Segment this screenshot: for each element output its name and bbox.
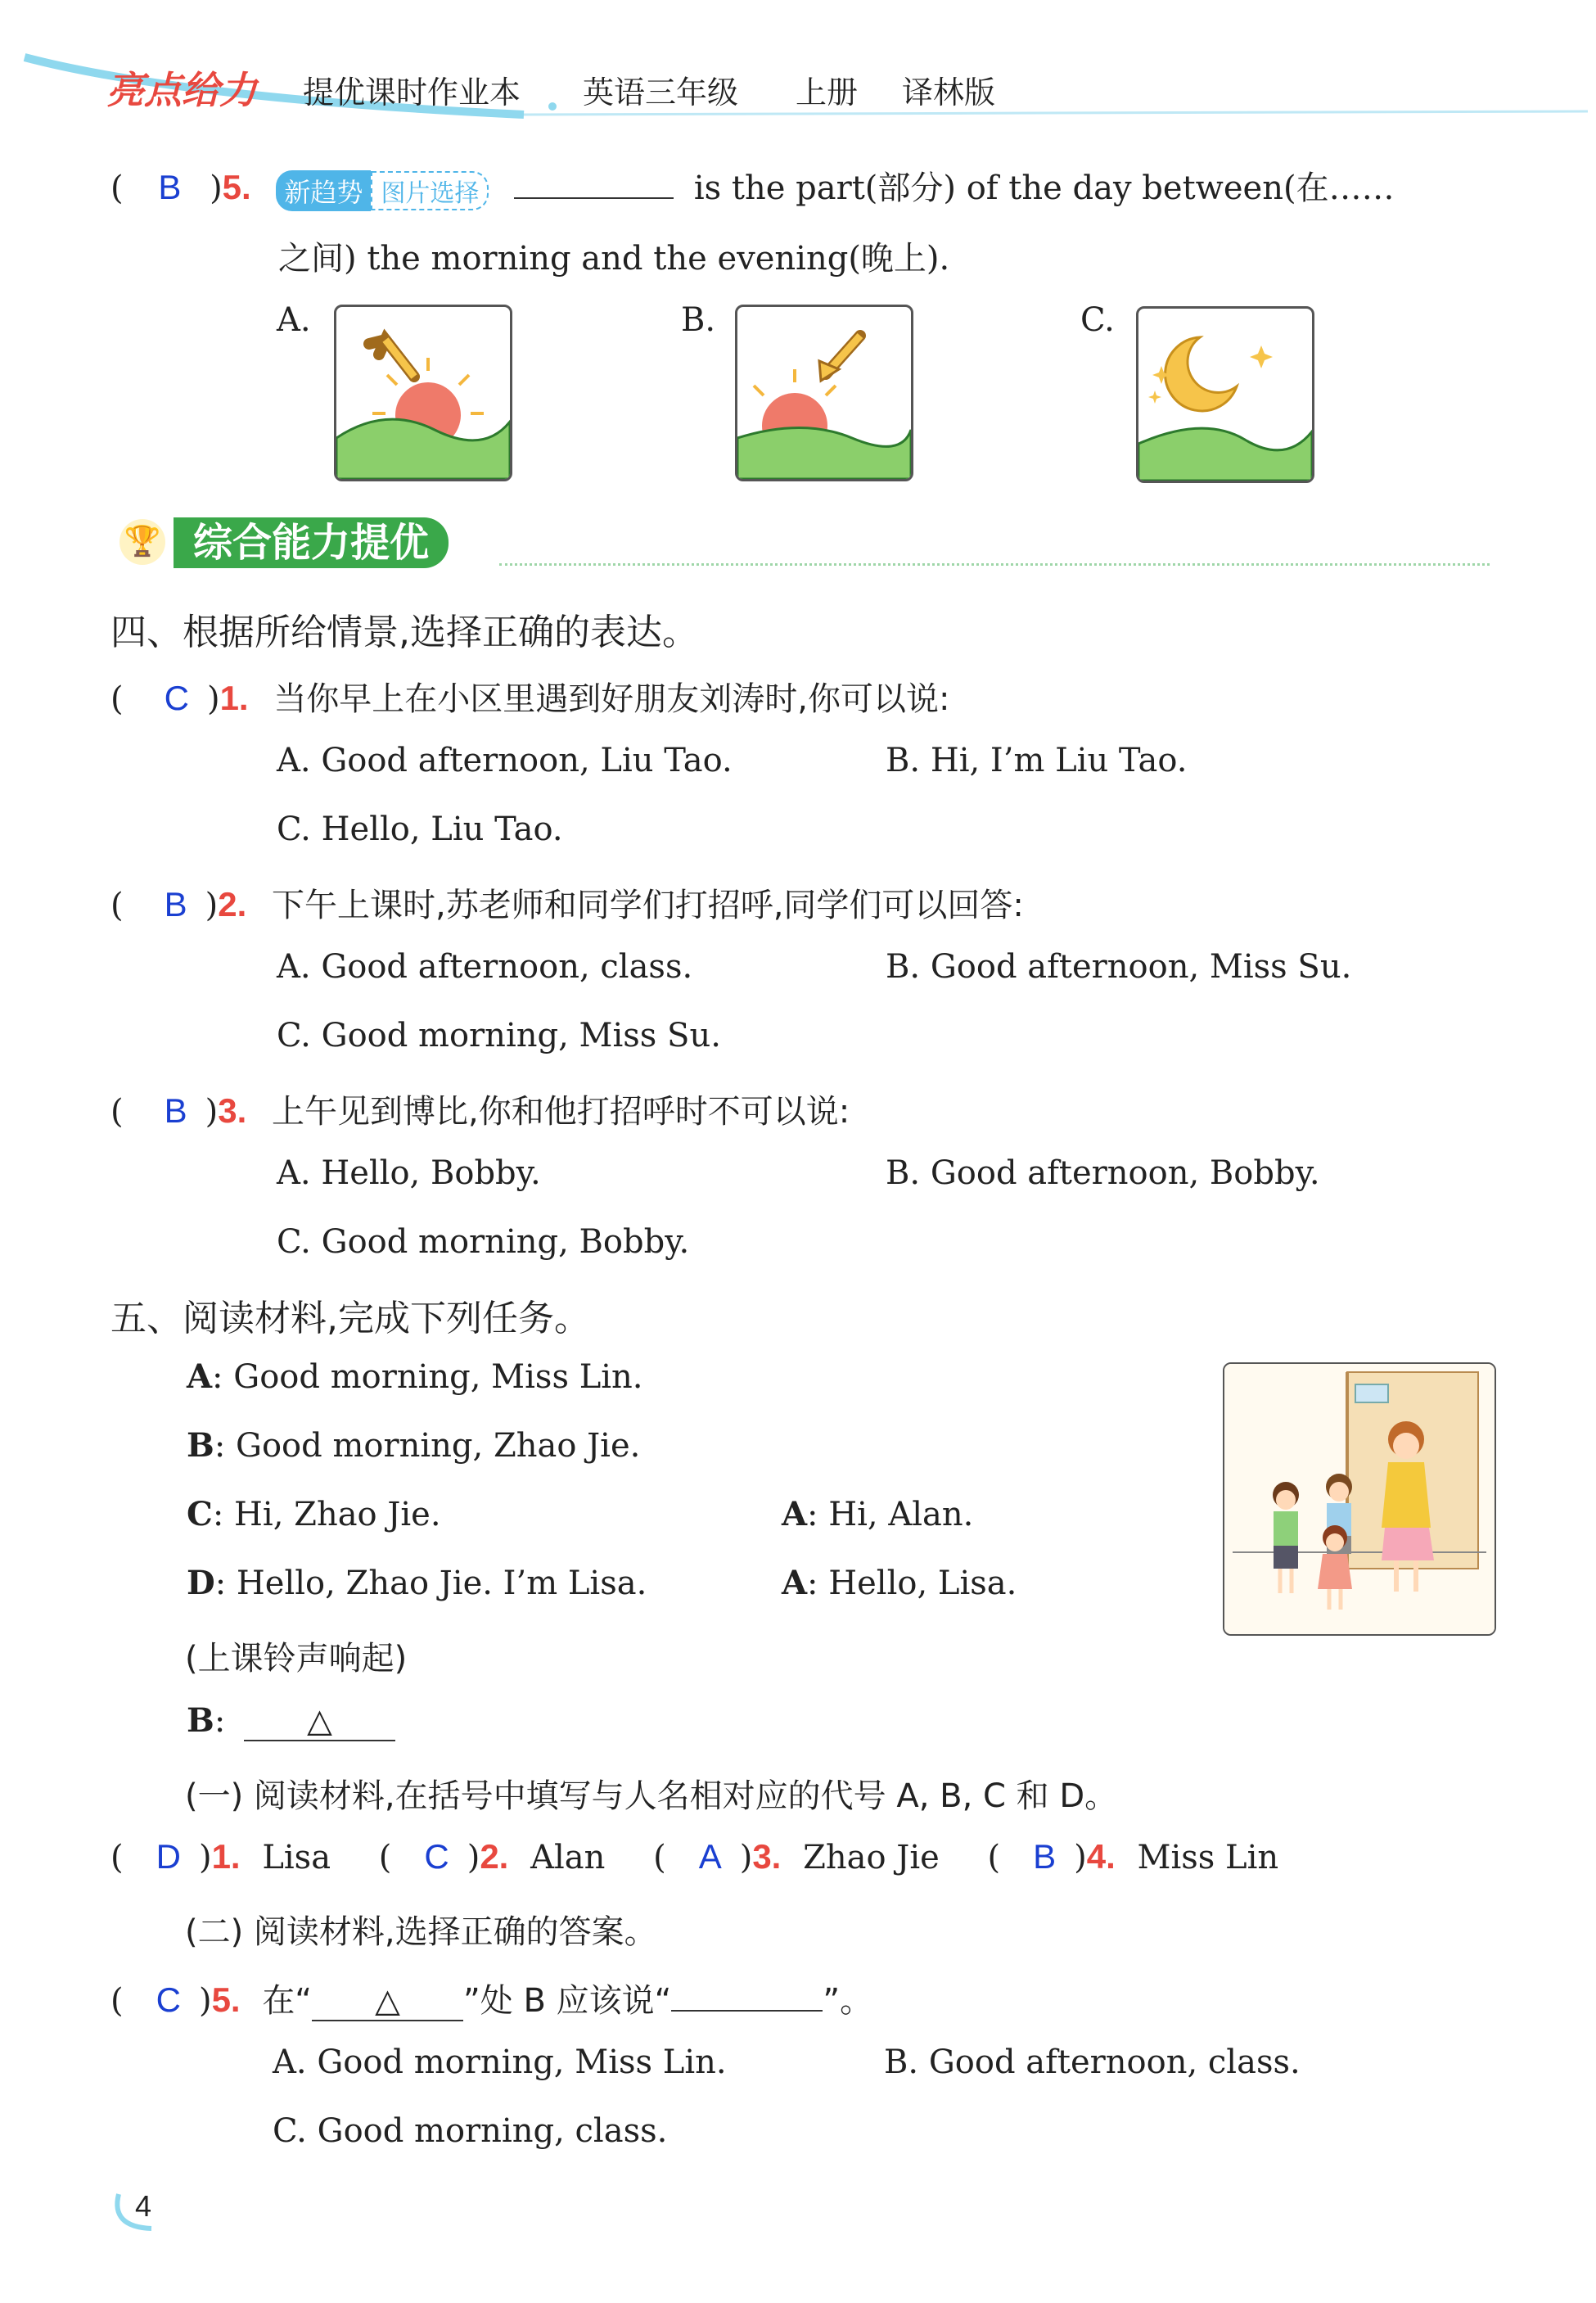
s5-q5: ( C )5. 在“ △ ”处 B 应该说“ ”。	[110, 1980, 873, 2020]
header-book: 提优课时作业本	[303, 75, 521, 111]
trophy-icon: 🏆	[119, 519, 165, 565]
q5-top-option-b: B.	[681, 301, 716, 339]
s5-q5-option-c[interactable]: C. Good morning, class.	[273, 2112, 668, 2150]
s5-q5-option-b[interactable]: B. Good afternoon, class.	[884, 2043, 1301, 2081]
s4-q2-number: 2.	[218, 885, 247, 923]
speaker-label: B	[187, 1426, 214, 1465]
match-item-2: ( C )2. Alan	[378, 1837, 606, 1876]
dialogue-line-6: A: Hello, Lisa.	[782, 1564, 1017, 1602]
dialogue-line-1: A: Good morning, Miss Lin.	[187, 1357, 643, 1396]
s4-q2-option-a[interactable]: A. Good afternoon, class.	[277, 948, 693, 986]
s4-q3-text: 上午见到博比,你和他打招呼时不可以说:	[271, 1093, 850, 1131]
s4-q1-text: 当你早上在小区里遇到好朋友刘涛时,你可以说:	[273, 680, 950, 718]
s4-q3-option-b[interactable]: B. Good afternoon, Bobby.	[886, 1154, 1320, 1192]
dialogue-text: Hello, Lisa.	[828, 1565, 1017, 1602]
part2-title: (二) 阅读材料,选择正确的答案。	[185, 1913, 657, 1951]
triangle-icon: △	[375, 1982, 400, 2020]
match-2-answer[interactable]: C	[424, 1837, 449, 1876]
match-4-name: Miss Lin	[1137, 1839, 1279, 1876]
speaker-label: A	[782, 1495, 808, 1533]
part1-title: (一) 阅读材料,在括号中填写与人名相对应的代号 A, B, C 和 D。	[185, 1777, 1118, 1815]
s4-q1-option-c[interactable]: C. Hello, Liu Tao.	[277, 811, 563, 848]
q5-top-option-c: C.	[1080, 301, 1115, 339]
sunset-picture[interactable]	[735, 305, 913, 481]
q5-top-blank[interactable]	[514, 197, 674, 199]
match-3-answer[interactable]: A	[698, 1837, 722, 1876]
bell-note: (上课铃声响起)	[185, 1640, 408, 1678]
s4-q2-option-b[interactable]: B. Good afternoon, Miss Su.	[886, 948, 1352, 986]
triangle-icon: △	[307, 1702, 332, 1740]
section5-title: 五、阅读材料,完成下列任务。	[110, 1298, 590, 1339]
brand-logo: 亮点给力	[106, 68, 257, 112]
dialogue-text: Good morning, Miss Lin.	[233, 1358, 643, 1396]
s4-q1-option-b[interactable]: B. Hi, I’m Liu Tao.	[886, 742, 1188, 779]
speaker-label: D	[187, 1564, 215, 1602]
section4-title: 四、根据所给情景,选择正确的表达。	[110, 612, 698, 653]
s4-q3-option-a[interactable]: A. Hello, Bobby.	[277, 1154, 541, 1192]
page-number: 4	[135, 2189, 152, 2223]
dialogue-text: Hi, Zhao Jie.	[234, 1496, 441, 1533]
dialogue-line-5: D: Hello, Zhao Jie. I’m Lisa.	[187, 1564, 647, 1602]
match-3-number: 3.	[752, 1837, 782, 1876]
q5-top-line2: 之间) the morning and the evening(晚上).	[278, 240, 950, 278]
q5-top-line1: ( B )5. 新趋势 图片选择 is the part(部分) of the day between(在……	[110, 162, 1395, 211]
s4-q1-number: 1.	[219, 679, 249, 717]
match-item-1: ( D )1. Lisa	[110, 1837, 331, 1876]
s5-q5-answer: C	[156, 1980, 181, 2019]
match-3-name: Zhao Jie	[803, 1839, 940, 1876]
s5-q5-number: 5.	[211, 1980, 241, 2019]
match-1-number: 1.	[211, 1837, 241, 1876]
banner-dotted-line	[499, 563, 1490, 566]
q5-top-text1: is the part(部分) of the day between(在……	[693, 169, 1395, 207]
match-1-name: Lisa	[262, 1839, 331, 1876]
speaker-label: A	[782, 1564, 808, 1602]
s4-q3: ( B )3. 上午见到博比,你和他打招呼时不可以说:	[110, 1091, 850, 1131]
match-2-number: 2.	[480, 1837, 509, 1876]
b-answer-blank[interactable]	[244, 1702, 395, 1741]
match-4-answer[interactable]: B	[1033, 1837, 1057, 1876]
dialogue-line-2: B: Good morning, Zhao Jie.	[187, 1426, 641, 1465]
s4-q1: ( C )1. 当你早上在小区里遇到好朋友刘涛时,你可以说:	[110, 679, 950, 718]
s5-q5-option-a[interactable]: A. Good morning, Miss Lin.	[273, 2043, 727, 2081]
section-banner	[115, 514, 1490, 571]
q5-top-answer: B	[158, 168, 182, 206]
q5-top-tag	[276, 170, 489, 211]
match-2-name: Alan	[530, 1839, 606, 1876]
s5-q5-blank-2[interactable]	[671, 2010, 823, 2012]
speaker-label: C	[187, 1495, 213, 1533]
dialogue-line-3: C: Hi, Zhao Jie.	[187, 1495, 441, 1533]
s4-q1-option-a[interactable]: A. Good afternoon, Liu Tao.	[277, 742, 733, 779]
dialogue-text: Good morning, Zhao Jie.	[236, 1427, 641, 1465]
s4-q2: ( B )2. 下午上课时,苏老师和同学们打招呼,同学们可以回答:	[110, 885, 1024, 924]
match-row	[110, 1837, 1278, 1876]
q5-top-tag1: 新趋势	[276, 170, 371, 211]
s4-q2-answer: B	[164, 885, 187, 923]
header-volume: 上册	[796, 75, 859, 111]
s4-q3-answer: B	[164, 1091, 187, 1130]
page-number-badge	[110, 2178, 168, 2235]
classroom-picture	[1223, 1362, 1496, 1636]
speaker-label: B	[187, 1701, 214, 1740]
dialogue-line-b-blank: B: △	[187, 1701, 395, 1741]
s4-q3-option-c[interactable]: C. Good morning, Bobby.	[277, 1223, 690, 1261]
banner-title: 综合能力提优	[193, 520, 430, 566]
s5-q5-mid: ”处 B 应该说“	[463, 1982, 672, 2020]
s4-q1-answer: C	[164, 679, 189, 717]
dialogue-line-4: A: Hi, Alan.	[782, 1495, 974, 1533]
s5-q5-blank-1[interactable]	[312, 1982, 463, 2021]
s4-q2-text: 下午上课时,苏老师和同学们打招呼,同学们可以回答:	[271, 887, 1024, 924]
q5-top-tag2: 图片选择	[371, 171, 489, 210]
dialogue-text: Hi, Alan.	[828, 1496, 974, 1533]
match-item-4: ( B )4. Miss Lin	[987, 1837, 1279, 1876]
banner-green-box	[174, 517, 449, 568]
match-4-number: 4.	[1086, 1837, 1116, 1876]
match-1-answer[interactable]: D	[156, 1837, 181, 1876]
s5-q5-post: ”。	[823, 1982, 873, 2020]
sunrise-picture[interactable]	[334, 305, 512, 481]
s4-q2-option-c[interactable]: C. Good morning, Miss Su.	[277, 1017, 721, 1054]
header-subject: 英语三年级	[583, 75, 739, 111]
q5-top-option-a: A.	[277, 301, 311, 339]
header-edition: 译林版	[902, 75, 996, 111]
q5-top-number: 5.	[222, 168, 251, 206]
dialogue-text: Hello, Zhao Jie. I’m Lisa.	[236, 1565, 647, 1602]
speaker-label: A	[187, 1357, 213, 1396]
s4-q3-number: 3.	[218, 1091, 247, 1130]
match-item-3: ( A )3. Zhao Jie	[653, 1837, 940, 1876]
s5-q5-pre: 在“	[262, 1982, 313, 2020]
night-moon-picture[interactable]	[1136, 306, 1314, 483]
